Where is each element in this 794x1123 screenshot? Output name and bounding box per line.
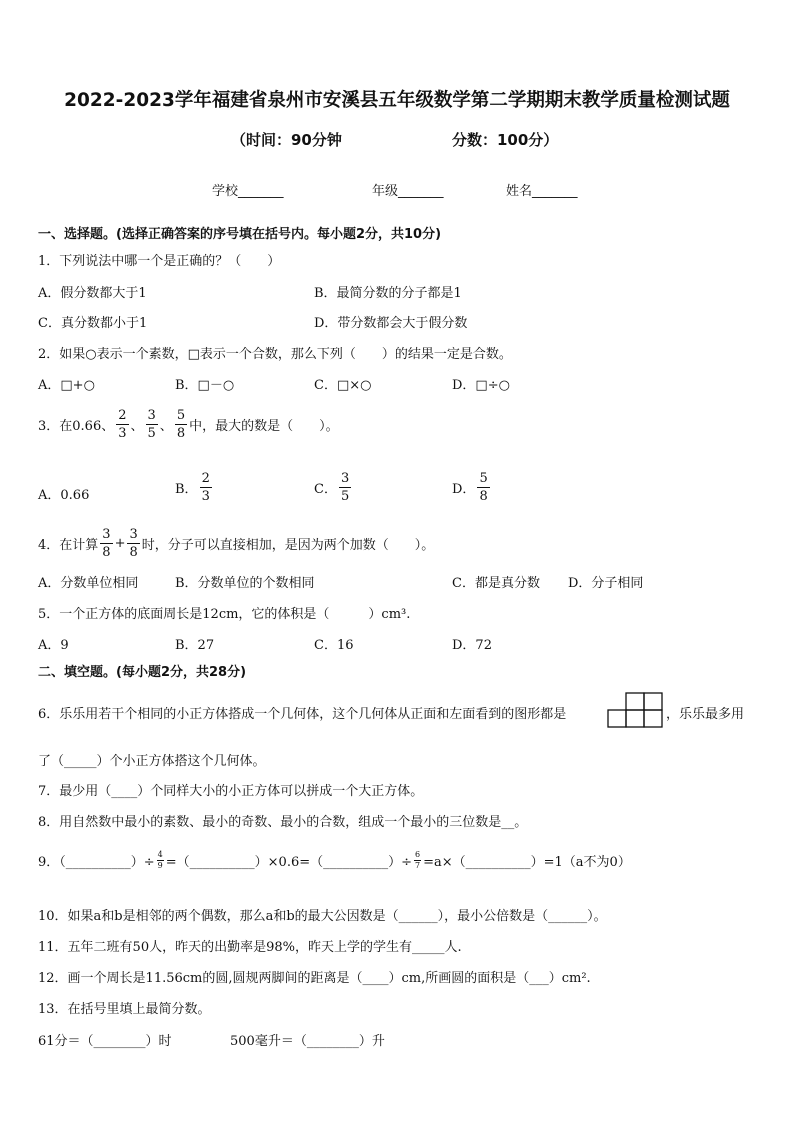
section-2-heading: 二、填空题。(每小题2分，共28分)	[38, 665, 247, 680]
q2-option-a: A．□+○	[38, 378, 95, 393]
school-field: 学校_______	[212, 184, 284, 199]
q5-option-d: D．72	[452, 638, 492, 653]
q3-fraction-2: $\frac{3}{5}$	[147, 408, 156, 441]
q5-option-b: B．27	[175, 638, 215, 653]
q3-option-a: A．0.66	[38, 488, 90, 503]
q4-option-b: B．分数单位的个数相同	[175, 576, 315, 591]
q3-option-c: C． $\frac{3}{5}$	[314, 471, 350, 504]
q3-fraction-3: $\frac{5}{8}$	[176, 408, 186, 441]
q5-option-a: A．9	[38, 638, 69, 653]
name-field: 姓名_______	[506, 184, 578, 199]
q4-stem: 4．在计算 $\frac{3}{8}$ + $\frac{3}{8}$ 时，分子可以直接相加，是因为两个加数（ ）。	[38, 527, 435, 560]
q13-part-b: 500毫升＝（________）升	[230, 1034, 385, 1049]
q4-option-a: A．分数单位相同	[38, 576, 139, 591]
q10-stem: 10．如果a和b是相邻的两个偶数，那么a和b的最大公因数是（______），最小公倍数是（______）。	[38, 909, 607, 924]
q4-option-d: D．分子相同	[568, 576, 644, 591]
section-1-heading: 一、选择题。(选择正确答案的序号填在括号内。每小题2分，共10分)	[38, 227, 442, 242]
q2-stem: 2．如果○表示一个素数，□表示一个合数，那么下列（ ）的结果一定是合数。	[38, 347, 512, 362]
q1-option-b: B．最简分数的分子都是1	[314, 286, 462, 301]
q3-suffix: 中，最大的数是（ ）。	[189, 419, 339, 434]
q13-part-a: 61分＝（________）时	[38, 1034, 172, 1049]
q1-option-c: C．真分数都小于1	[38, 316, 148, 331]
q6-text-part-1: 6．乐乐用若干个相同的小正方体搭成一个几何体，这个几何体从正面和左面看到的图形都是	[38, 707, 567, 722]
view-figure-icon	[607, 692, 663, 728]
q11-stem: 11．五年二班有50人，昨天的出勤率是98%，昨天上学的学生有_____人.	[38, 940, 462, 955]
q1-stem: 1．下列说法中哪一个是正确的？（ ）	[38, 254, 281, 269]
q3-fraction-1: $\frac{2}{3}$	[118, 408, 127, 441]
q8-stem: 8．用自然数中最小的素数、最小的奇数、最小的合数，组成一个最小的三位数是__。	[38, 815, 528, 830]
q12-stem: 12．画一个周长是11.56cm的圆,圆规两脚间的距离是（____）cm,所画圆的面积是（___）cm².	[38, 971, 591, 986]
q1-option-a: A．假分数都大于1	[38, 286, 147, 301]
q2-option-c: C．□×○	[314, 378, 372, 393]
q2-option-b: B．□－○	[175, 378, 235, 393]
figure-cell	[644, 693, 662, 710]
q3-separator: 、	[130, 419, 144, 434]
q9-stem: 9．（__________）÷ $\frac{4}{9}$ =（__________）×0.6=（__________）÷ $\frac{6}{7}$ =a×（__________）=1（a不为0）	[38, 850, 631, 870]
q1-option-d: D．带分数都会大于假分数	[314, 316, 468, 331]
grade-field: 年级_______	[372, 184, 444, 199]
q13-stem: 13．在括号里填上最简分数。	[38, 1002, 211, 1017]
q3-stem	[38, 409, 339, 440]
figure-cell	[626, 710, 644, 727]
exam-time: （时间：90分钟	[231, 131, 342, 149]
figure-cell	[644, 710, 662, 727]
q3-option-d: D． $\frac{5}{8}$	[452, 471, 488, 504]
figure-cell	[626, 693, 644, 710]
q5-stem: 5．一个正方体的底面周长是12cm，它的体积是（ ）cm³.	[38, 607, 411, 622]
q6-text-part-3: 了（_____）个小正方体搭这个几何体。	[38, 754, 266, 769]
page-title: 2022-2023学年福建省泉州市安溪县五年级数学第二学期期末教学质量检测试题	[64, 90, 730, 111]
exam-score: 分数：100分）	[452, 131, 559, 149]
q3-prefix: 3．在0.66、	[38, 419, 115, 434]
q3-option-b: B． $\frac{2}{3}$	[175, 471, 210, 504]
q2-option-d: D．□÷○	[452, 378, 510, 393]
q3-separator: 、	[159, 419, 173, 434]
q6-text-part-2: ，乐乐最多用	[666, 707, 745, 722]
figure-cell	[608, 710, 626, 727]
q7-stem: 7．最少用（____）个同样大小的小正方体可以拼成一个大正方体。	[38, 784, 424, 799]
q4-option-c: C．都是真分数	[452, 576, 540, 591]
q5-option-c: C．16	[314, 638, 354, 653]
